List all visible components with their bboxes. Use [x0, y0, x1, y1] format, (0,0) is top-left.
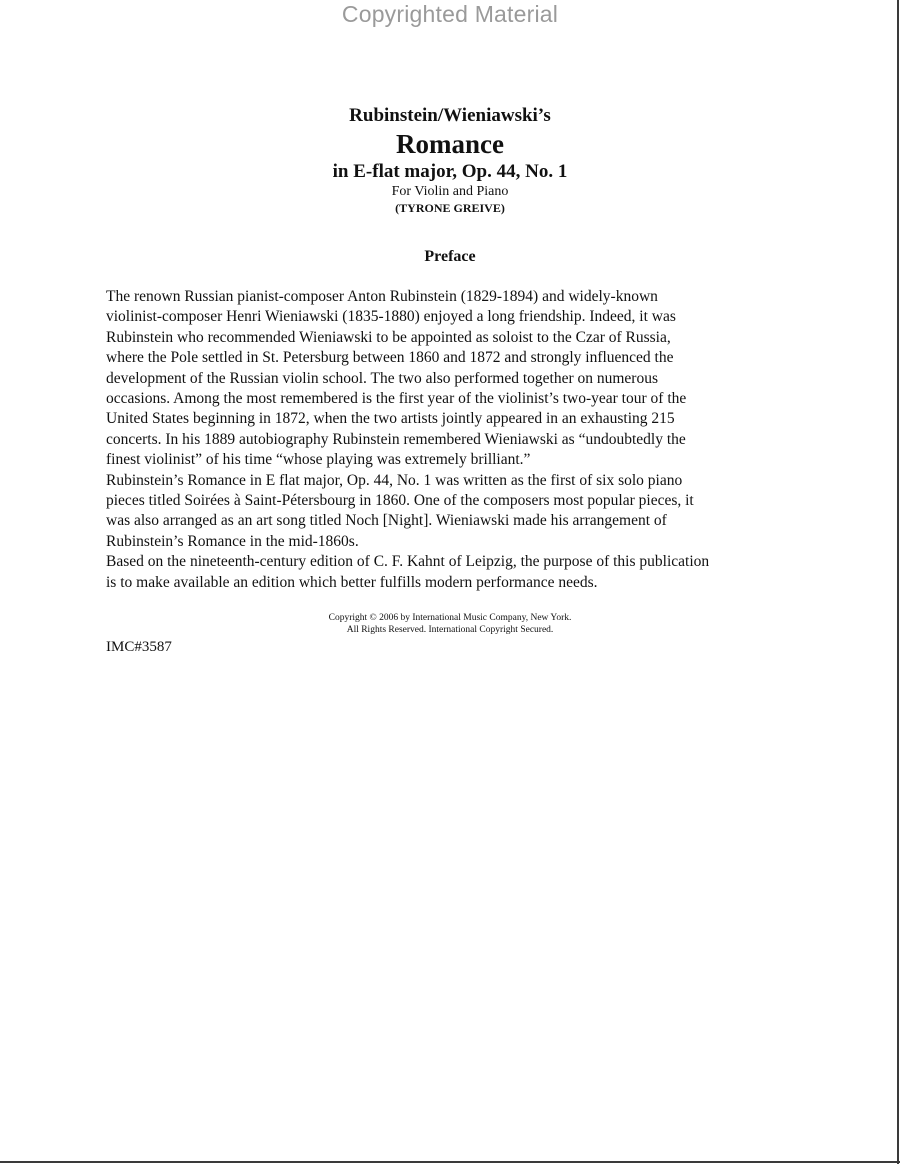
preface-line: is to make available an edition which better fulfills modern performance needs.	[106, 573, 598, 591]
preface-heading: Preface	[424, 248, 476, 265]
copyright-line-1: Copyright © 2006 by International Music Company, New York.	[328, 613, 572, 623]
instrumentation-line: For Violin and Piano	[391, 184, 509, 199]
preface-line: Rubinstein’s Romance in the mid-1860s.	[106, 532, 359, 550]
page-border-bottom	[0, 1161, 900, 1163]
preface-line: United States beginning in 1872, when the two artists jointly appeared in an exhausting 215	[106, 410, 675, 428]
preface-body	[106, 287, 806, 593]
editor-credit: (TYRONE GREIVE)	[395, 201, 505, 215]
preface-line: pieces titled Soirées à Saint-Pétersbourg in 1860. One of the composers most popular pieces, it	[106, 492, 694, 510]
preface-line: was also arranged as an art song titled Noch [Night]. Wieniawski made his arrangement of	[106, 512, 667, 530]
catalog-number: IMC#3587	[106, 639, 172, 655]
preface-line: Rubinstein’s Romance in E flat major, Op. 44, No. 1 was written as the first of six solo piano	[106, 471, 683, 489]
preface-line: finest violinist” of his time “whose playing was extremely brilliant.”	[106, 451, 531, 469]
copyright-line-2: All Rights Reserved. International Copyright Secured.	[346, 625, 554, 635]
preface-line: Based on the nineteenth-century edition of C. F. Kahnt of Leipzig, the purpose of this publication	[106, 553, 710, 571]
preface-line: The renown Russian pianist-composer Anton Rubinstein (1829-1894) and widely-known	[106, 288, 658, 305]
copyrighted-material-watermark: Copyrighted Material	[341, 1, 559, 27]
work-title: Romance	[396, 129, 504, 159]
key-opus-subtitle: in E-flat major, Op. 44, No. 1	[332, 161, 568, 182]
copyright-notice	[0, 612, 900, 636]
preface-line: violinist-composer Henri Wieniawski (1835-1880) enjoyed a long friendship. Indeed, it was	[106, 308, 676, 326]
preface-line: development of the Russian violin school. The two also performed together on numerous	[106, 369, 659, 387]
page-border-right	[897, 0, 899, 1164]
title-block	[0, 104, 900, 216]
preface-line: where the Pole settled in St. Petersburg between 1860 and 1872 and strongly influenced the	[106, 349, 674, 367]
preface-line: occasions. Among the most remembered is the first year of the violinist’s two-year tour of the	[106, 390, 687, 408]
preface-line: concerts. In his 1889 autobiography Rubinstein remembered Wieniawski as “undoubtedly the	[106, 430, 686, 448]
preface-line: Rubinstein who recommended Wieniawski to be appointed as soloist to the Czar of Russia,	[106, 328, 671, 346]
composer-title: Rubinstein/Wieniawski’s	[349, 105, 551, 126]
